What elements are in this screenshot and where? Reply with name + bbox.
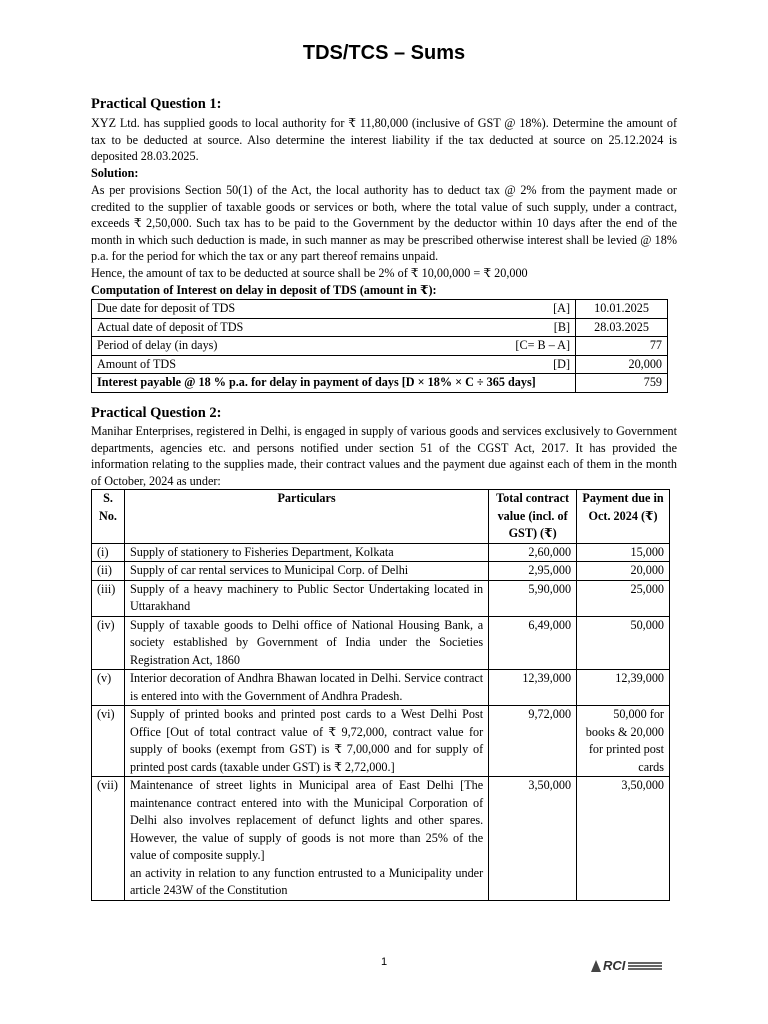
header-particulars: Particulars <box>124 490 488 544</box>
page-number: 1 <box>380 956 388 968</box>
table-row <box>92 670 670 706</box>
table-row <box>92 562 670 581</box>
row-sno: (v) <box>92 670 125 706</box>
table-header-row <box>92 490 670 544</box>
row-ref: [C= B – A] <box>515 338 571 353</box>
q1-heading: Practical Question 1: <box>91 96 222 112</box>
table-row <box>92 300 668 319</box>
table-row <box>92 355 668 374</box>
row-contract-value: 6,49,000 <box>489 616 577 670</box>
row-payment-due: 20,000 <box>577 562 670 581</box>
row-contract-value: 3,50,000 <box>489 777 577 901</box>
logo-lines <box>628 961 662 971</box>
row-ref: [A] <box>553 301 571 315</box>
q1-table-title: Computation of Interest on delay in deposit of TDS (amount in ₹): <box>91 283 437 297</box>
table-row <box>92 706 670 777</box>
row-particulars: Supply of car rental services to Municipal Corp. of Delhi <box>124 562 488 581</box>
table-row <box>92 580 670 616</box>
row-label: Actual date of deposit of TDS <box>97 319 244 334</box>
row-payment-due: 50,000 for books & 20,000 for printed post cards <box>577 706 670 777</box>
row-particulars: Supply of printed books and printed post cards to a West Delhi Post Office [Out of total contract value of ₹ 9,72,000, contract value for supply of books (exempt from GST) is ₹ 7,00,000 and for supply of printed post cards (taxable under GST) is ₹ 2,72,000.] <box>124 706 488 777</box>
q2-question: Manihar Enterprises, registered in Delhi, is engaged in supply of various goods and services exclusively to Government departments, agencies etc. and persons notified under section 51 of the CGST Act, 2017. It has provided the information relating to the supplies made, their contract values and the payment due against each of them in the month of October, 2024 as under: <box>91 424 677 488</box>
table-row <box>92 616 670 670</box>
row-sno: (vii) <box>92 777 125 901</box>
row-particulars: Supply of stationery to Fisheries Department, Kolkata <box>124 543 488 562</box>
row-label: Amount of TDS <box>97 356 176 371</box>
row-value: 77 <box>576 337 668 356</box>
row-sno: (ii) <box>92 562 125 581</box>
row-label-cell <box>92 300 576 319</box>
row-value: 20,000 <box>576 355 668 374</box>
row-particulars: Supply of taxable goods to Delhi office of National Housing Bank, a society established by Government of India under the Societies Registration Act, 1860 <box>124 616 488 670</box>
row-ref: [B] <box>553 319 571 334</box>
row-sno: (vi) <box>92 706 125 777</box>
total-label: Interest payable @ 18 % p.a. for delay in payment of days [D × 18% × C ÷ 365 days] <box>92 374 576 393</box>
row-particulars: Interior decoration of Andhra Bhawan located in Delhi. Service contract is entered into with the Government of Andhra Pradesh. <box>124 670 488 706</box>
row-particulars-cell <box>124 777 488 901</box>
row-payment-due: 25,000 <box>577 580 670 616</box>
row-label-cell <box>92 337 576 356</box>
row-payment-due: 15,000 <box>577 543 670 562</box>
table-row <box>92 543 670 562</box>
q1-solution-text: As per provisions Section 50(1) of the Act, the local authority has to deduct tax @ 2% from the payment made or credited to the supplier of taxable goods or services or both, where the total value of such supply, under a contract, exceeds ₹ 2,50,000. Such tax has to be paid to the Government by the deductor within 10 days after the end of the month in which such deduction is made, in such manner as may be prescribed otherwise interest shall be levied @ 18% p.a. for the period for which the tax or any part thereof remains unpaid. <box>91 183 677 264</box>
table-row <box>92 318 668 337</box>
row-particulars: Maintenance of street lights in Municipal area of East Delhi [The maintenance contract entered into with the Municipal Corporation of Delhi also involves replacement of defunct lights and other spares. However, the value of supply of goods is not more than 25% of the value of composite supply.] <box>129 778 484 862</box>
row-contract-value: 2,95,000 <box>489 562 577 581</box>
q1-solution-label: Solution: <box>91 166 139 180</box>
row-label: Period of delay (in days) <box>97 338 218 353</box>
row-value: 10.01.2025 <box>576 300 668 319</box>
row-label: Due date for deposit of TDS <box>97 301 236 315</box>
logo-text: RCI <box>603 958 626 973</box>
table-row <box>92 337 668 356</box>
row-contract-value: 9,72,000 <box>489 706 577 777</box>
total-value: 759 <box>576 374 668 393</box>
row-payment-due: 12,39,000 <box>577 670 670 706</box>
row-value: 28.03.2025 <box>576 318 668 337</box>
row-contract-value: 2,60,000 <box>489 543 577 562</box>
row-contract-value: 12,39,000 <box>489 670 577 706</box>
q2-heading: Practical Question 2: <box>91 405 222 421</box>
table-row-total <box>92 374 668 393</box>
rci-logo <box>591 958 662 973</box>
row-particulars-note: an activity in relation to any function entrusted to a Municipality under article 243W of the Constitution <box>129 865 484 897</box>
row-particulars: Supply of a heavy machinery to Public Sector Undertaking located in Uttarakhand <box>124 580 488 616</box>
row-sno: (iii) <box>92 580 125 616</box>
header-sno: S. No. <box>92 490 125 544</box>
row-label-cell <box>92 355 576 374</box>
row-payment-due: 3,50,000 <box>577 777 670 901</box>
row-label-cell <box>92 318 576 337</box>
row-payment-due: 50,000 <box>577 616 670 670</box>
table-row <box>92 777 670 901</box>
row-sno: (i) <box>92 543 125 562</box>
header-contract-value: Total contract value (incl. of GST) (₹) <box>489 490 577 544</box>
page-title: TDS/TCS – Sums <box>302 42 466 64</box>
row-sno: (iv) <box>92 616 125 670</box>
q1-question: XYZ Ltd. has supplied goods to local authority for ₹ 11,80,000 (inclusive of GST @ 18%). Determine the amount of tax to be deducted at source. Also determine the interest liability if the tax deducted at source on 25.12.2024 is deposited 28.03.2025. <box>91 116 677 164</box>
q1-hence: Hence, the amount of tax to be deducted at source shall be 2% of ₹ 10,00,000 = ₹ 20,000 <box>91 266 528 280</box>
row-ref: [D] <box>553 356 571 371</box>
header-payment-due: Payment due in Oct. 2024 (₹) <box>577 490 670 544</box>
supplies-table <box>91 489 670 901</box>
logo-triangle-icon <box>591 960 601 972</box>
interest-computation-table <box>91 299 668 393</box>
row-contract-value: 5,90,000 <box>489 580 577 616</box>
